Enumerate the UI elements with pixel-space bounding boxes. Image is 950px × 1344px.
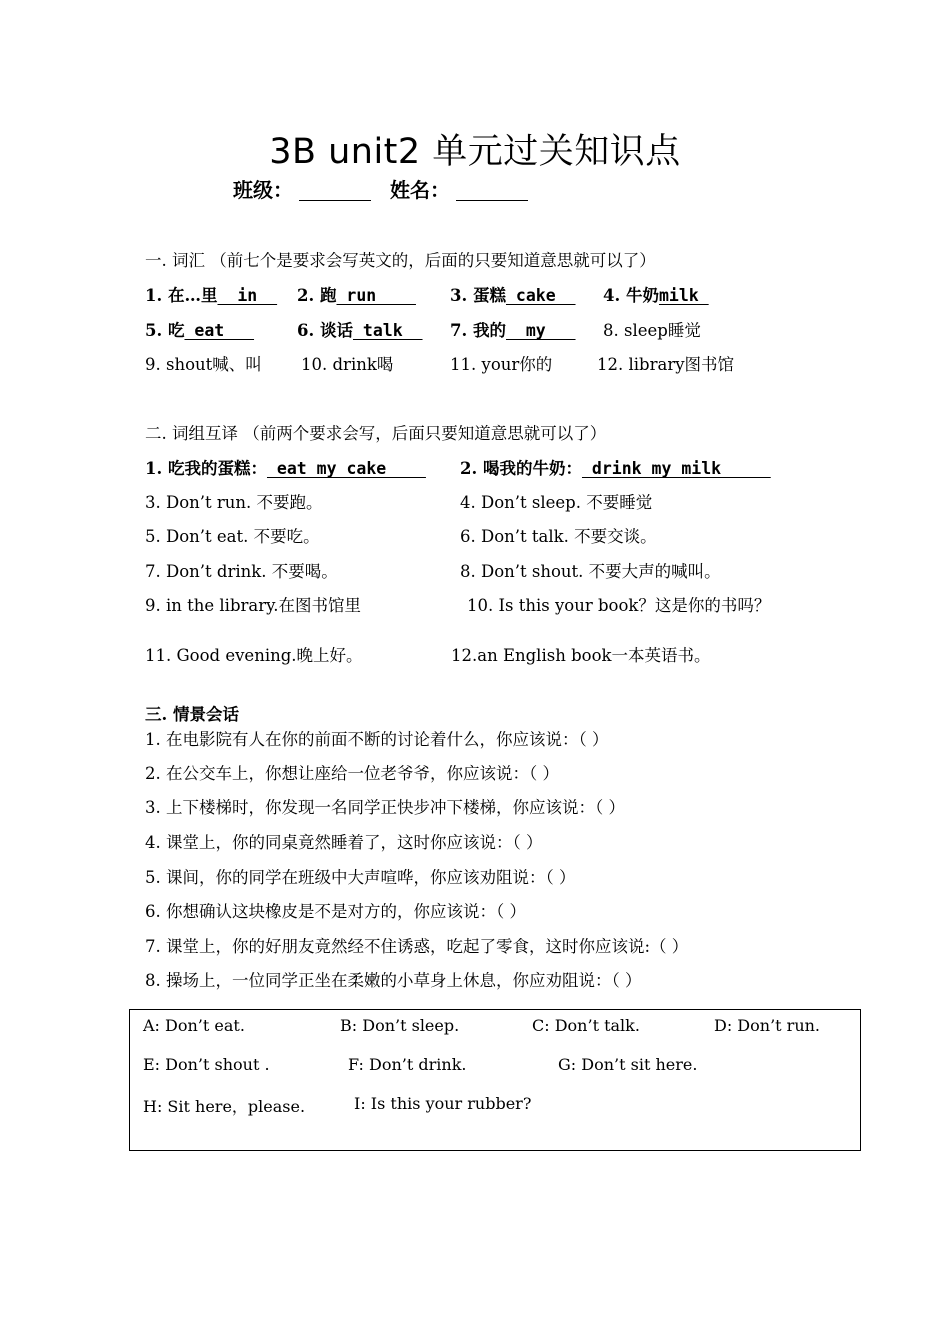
vocab-item: 11. your你的 bbox=[450, 355, 553, 374]
vocab-item: 12. library图书馆 bbox=[597, 355, 735, 374]
option: D: Don’t run. bbox=[714, 1016, 821, 1035]
vocab-answer: my bbox=[505, 321, 576, 340]
section2-heading: 二. 词组互译 （前两个要求会写，后面只要知道意思就可以了） bbox=[145, 424, 607, 443]
option: B: Don’t sleep. bbox=[340, 1016, 460, 1035]
dialogue-question: 6. 你想确认这块橡皮是不是对方的，你应该说：（ ） bbox=[145, 902, 526, 921]
phrase-answer: eat my cake bbox=[266, 459, 426, 478]
option: H: Sit here，please. bbox=[143, 1097, 306, 1116]
section1-heading: 一. 词汇 （前七个是要求会写英文的，后面的只要知道意思就可以了） bbox=[145, 251, 656, 270]
vocab-item: 8. sleep睡觉 bbox=[603, 321, 701, 340]
phrase-item: 3. Don’t run. 不要跑。 bbox=[145, 493, 323, 512]
phrase-item: 4. Don’t sleep. 不要睡觉 bbox=[460, 493, 653, 512]
section3-heading: 三. 情景会话 bbox=[145, 705, 239, 724]
phrase-item: 1. 吃我的蛋糕： eat my cake bbox=[145, 459, 426, 478]
dialogue-question: 4. 课堂上，你的同桌竟然睡着了，这时你应该说：（ ） bbox=[145, 833, 543, 852]
phrase-item: 5. Don’t eat. 不要吃。 bbox=[145, 527, 320, 546]
option: A: Don’t eat. bbox=[143, 1016, 245, 1035]
phrase-item: 2. 喝我的牛奶： drink my milk bbox=[460, 459, 771, 478]
vocab-answer: run bbox=[336, 286, 416, 305]
phrase-item: 7. Don’t drink. 不要喝。 bbox=[145, 562, 338, 581]
vocab-item: 4. 牛奶milk bbox=[603, 286, 709, 305]
phrase-item: 10. Is this your book？这是你的书吗？ bbox=[467, 596, 771, 615]
phrase-item: 6. Don’t talk. 不要交谈。 bbox=[460, 527, 657, 546]
phrase-item: 8. Don’t shout. 不要大声的喊叫。 bbox=[460, 562, 721, 581]
vocab-answer: in bbox=[217, 286, 278, 305]
phrase-item: 11. Good evening.晚上好。 bbox=[145, 646, 363, 665]
option: C: Don’t talk. bbox=[532, 1016, 640, 1035]
name-label: 姓名： bbox=[389, 178, 450, 202]
option: E: Don’t shout . bbox=[143, 1055, 270, 1074]
vocab-item: 3. 蛋糕 cake bbox=[450, 286, 576, 305]
class-blank[interactable] bbox=[299, 180, 371, 201]
dialogue-question: 5. 课间，你的同学在班级中大声喧哗，你应该劝阻说：（ ） bbox=[145, 868, 576, 887]
dialogue-question: 1. 在电影院有人在你的前面不断的讨论着什么，你应该说：（ ） bbox=[145, 730, 609, 749]
vocab-item: 1. 在…里 in bbox=[145, 286, 278, 305]
option: G: Don’t sit here. bbox=[558, 1055, 698, 1074]
dialogue-question: 8. 操场上，一位同学正坐在柔嫩的小草身上休息，你应劝阻说：（ ） bbox=[145, 971, 642, 990]
name-blank[interactable] bbox=[456, 180, 528, 201]
vocab-item: 9. shout喊、叫 bbox=[145, 355, 262, 374]
phrase-answer: drink my milk bbox=[581, 459, 771, 478]
vocab-answer: talk bbox=[352, 321, 423, 340]
phrase-item: 12.an English book一本英语书。 bbox=[451, 646, 711, 665]
class-label: 班级： bbox=[233, 178, 293, 202]
vocab-item: 10. drink喝 bbox=[301, 355, 394, 374]
dialogue-question: 3. 上下楼梯时，你发现一名同学正快步冲下楼梯，你应该说：（ ） bbox=[145, 798, 625, 817]
phrase-item: 9. in the library.在图书馆里 bbox=[145, 596, 362, 615]
dialogue-question: 7. 课堂上，你的好朋友竟然经不住诱惑，吃起了零食，这时你应该说:（ ） bbox=[145, 937, 689, 956]
vocab-item: 6. 谈话 talk bbox=[297, 321, 423, 340]
option: I: Is this your rubber? bbox=[354, 1094, 532, 1113]
options-box bbox=[129, 1009, 861, 1151]
page-title: 3B unit2 单元过关知识点 bbox=[269, 132, 681, 172]
vocab-answer: cake bbox=[505, 286, 576, 305]
dialogue-question: 2. 在公交车上，你想让座给一位老爷爷，你应该说：（ ） bbox=[145, 764, 559, 783]
student-info bbox=[233, 174, 540, 203]
vocab-answer: eat bbox=[184, 321, 255, 340]
option: F: Don’t drink. bbox=[348, 1055, 467, 1074]
vocab-answer: milk bbox=[658, 286, 709, 305]
vocab-item: 7. 我的 my bbox=[450, 321, 576, 340]
vocab-item: 2. 跑 run bbox=[297, 286, 416, 305]
vocab-item: 5. 吃 eat bbox=[145, 321, 255, 340]
